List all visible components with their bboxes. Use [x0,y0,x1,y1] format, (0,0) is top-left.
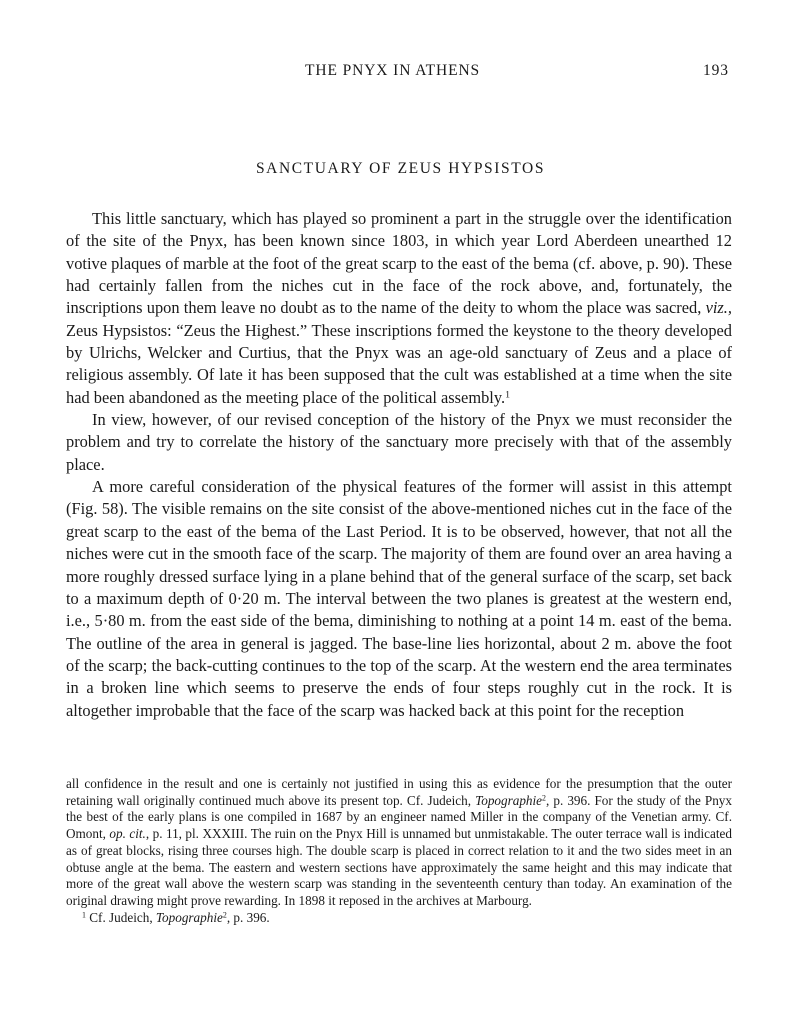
footnote-reference-1: 1 [505,389,510,401]
running-head [0,62,801,82]
paragraph-3: A more careful consideration of the physical features of the former will assist in this attempt (Fig. 58). The visible remains on the site consist of the above-mentioned niches cut in the face of the great scarp to the east of the bema of the Last Period. It is to be observed, however, that not all the niches were cut in the smooth face of the scarp. The majority of them are found over an area having a more roughly dressed surface lying in a plane behind that of the general surface of the scarp, set back to a maximum depth of 0·20 m. The interval between the two planes is greatest at the western end, i.e., 5·80 m. from the east side of the bema, diminishing to nothing at a point 14 m. east of the bema. The outline of the area in general is jagged. The base-line lies horizontal, about 2 m. above the foot of the scarp; the back-cutting continues to the top of the scarp. At the western end the area terminates in a broken line which seems to preserve the ends of four steps roughly cut in the rock. It is altogether improbable that the face of the scarp was hacked back at this point for the reception [66,477,732,720]
running-title: THE PNYX IN ATHENS [305,62,481,79]
footnote-1-topographie-title: Topographie [155,909,223,925]
topographie-title: Topographie [475,792,543,808]
page-number: 193 [703,62,729,79]
footnote-1-text-b: , p. 396. [226,909,270,925]
footnotes [66,776,732,926]
footnote-continuation-text-b: , p. 396. For the study of the Pnyx the best of the early plans is one compiled in 1687 by an engineer named Miller in the company of the Venetian army. Cf. Omont, [66,792,732,842]
paragraph-1-text-a: This little sanctuary, which has played so prominent a part in the struggle over the identification of the site of the Pnyx, has been known since 1803, in which year Lord Aberdeen unearthed 12 votive plaques of marble at the foot of the great scarp to the east of the bema (cf. above, p. 90). These had certainly fallen from the niches cut in the face of the rock above, and, fortunately, the inscriptions upon them leave no doubt as to the name of the deity to whom the place was sacred, [66,209,732,318]
footnote-continuation-text-c: , p. 11, pl. XXXIII. The ruin on the Pnyx Hill is unnamed but unmistakable. The outer terrace wall is indicated as of great blocks, rising three courses high. The double scarp is placed in correct relation to it and the two sides meet in an obtuse angle at the bema. The eastern and western sections have approximately the same height and this may indicate that more of the great wall above the western scarp was standing in the seventeenth century than today. An examination of the original drawing might prove rewarding. In 1898 it reposed in the archives at Marbourg. [66,826,733,908]
footnote-continuation [66,776,732,910]
edition-superscript: 2 [542,793,546,803]
section-title: SANCTUARY OF ZEUS HYPSISTOS [255,160,546,177]
paragraph-1-text-b: Zeus Hypsistos: “Zeus the Highest.” These inscriptions formed the keystone to the theory developed by Ulrichs, Welcker and Curtius, that the Pnyx was an age-old sanctuary of Zeus and a place of religious assembly. Of late it has been supposed that the cult was established at a time when the site had been abandoned as the meeting place of the political assembly. [66,320,732,407]
viz-abbreviation: viz., [705,298,732,318]
paragraph-2: In view, however, of our revised conception of the history of the Pnyx we must reconsider the problem and try to correlate the history of the sanctuary more precisely with that of the assembly place. [66,410,732,474]
footnote-continuation-text-a: all confidence in the result and one is certainly not justified in using this as evidence for the presumption that the outer retaining wall originally continued much above its present top. Cf. Judeich, [66,776,732,808]
paragraph-1 [66,208,732,409]
footnote-1-text-a: Cf. Judeich, [89,909,153,925]
footnote-1-marker: 1 [82,910,86,920]
body-text [66,208,732,722]
footnote-1 [66,910,732,927]
op-cit-abbreviation: op. cit. [109,826,146,842]
footnote-1-edition-superscript: 2 [222,910,227,920]
